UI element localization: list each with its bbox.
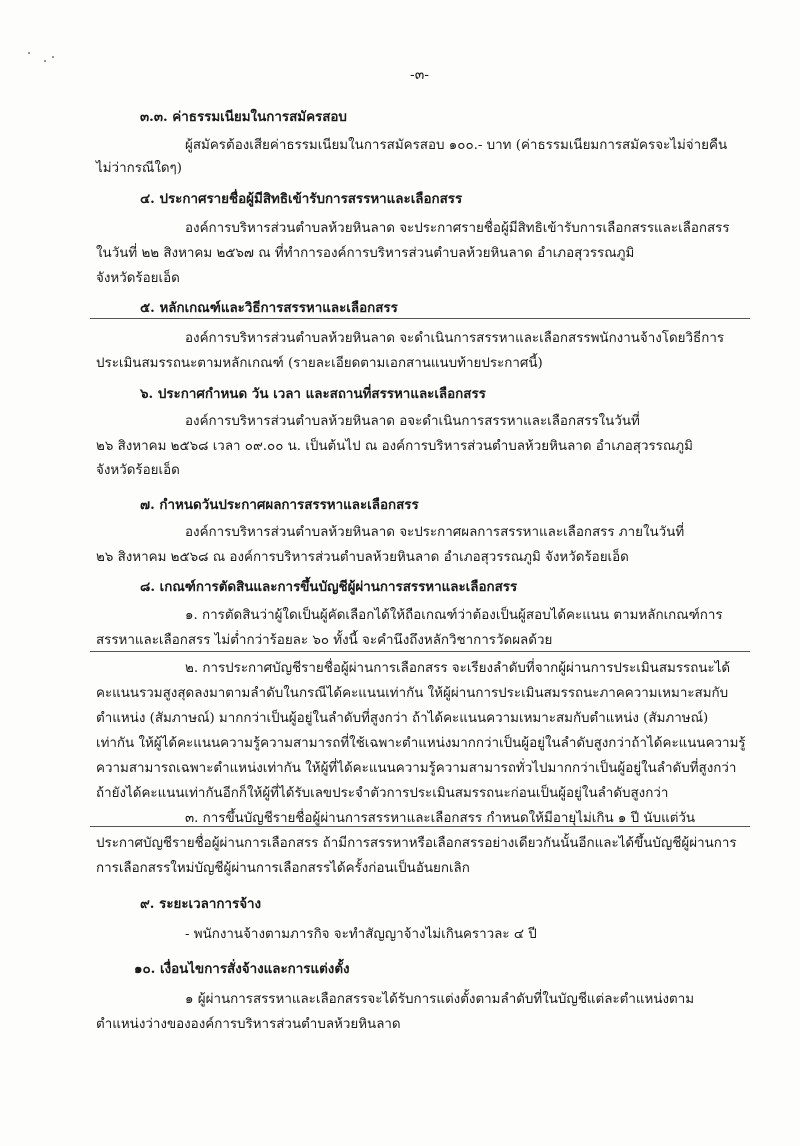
- paragraph-line: จังหวัดร้อยเอ็ด: [96, 463, 180, 478]
- paragraph-line: ไม่ว่ากรณีใดๆ): [96, 161, 182, 176]
- paragraph-line: ๑. การตัดสินว่าผู้ใดเป็นผู้คัดเลือกได้ให้ถือเกณฑ์ว่าต้องเป็นผู้สอบได้คะแนน ตามหลักเกณฑ์การ: [185, 608, 723, 623]
- paragraph-line: องค์การบริหารส่วนตำบลห้วยหินลาด จะประกาศผลการสรรหาและเลือกสรร ภายในวันที่: [185, 525, 685, 540]
- paragraph-line: ๒๖ สิงหาคม ๒๕๖๘ เวลา ๐๙.๐๐ น. เป็นต้นไป ณ องค์การบริหารส่วนตำบลห้วยหินลาด อำเภอสุวรรณภูมิ: [96, 439, 693, 454]
- section-heading: ๙. ระยะเวลาการจ้าง: [140, 896, 262, 912]
- paragraph-line: - พนักงานจ้างตามภารกิจ จะทำสัญญาจ้างไม่เกินคราวละ ๔ ปี: [185, 927, 537, 942]
- scan-speck: [52, 56, 54, 58]
- paragraph-line: ในวันที่ ๒๒ สิงหาคม ๒๕๖๗ ณ ที่ทำการองค์การบริหารส่วนตำบลห้วยหินลาด อำเภอสุวรรณภูมิ: [96, 246, 635, 261]
- paragraph-line: ผู้สมัครต้องเสียค่าธรรมเนียมในการสมัครสอบ ๑๐๐.- บาท (ค่าธรรมเนียมการสมัครจะไม่จ่ายคืน: [185, 138, 728, 153]
- paragraph-line: องค์การบริหารส่วนตำบลห้วยหินลาด จะดำเนินการสรรหาและเลือกสรรพนักงานจ้างโดยวิธีการ: [185, 331, 725, 346]
- paragraph-line: จังหวัดร้อยเอ็ด: [96, 271, 180, 286]
- section-heading: ๕. หลักเกณฑ์และวิธีการสรรหาและเลือกสรร: [140, 300, 398, 316]
- page-number: -๓-: [410, 67, 430, 83]
- paragraph-line: คะแนนรวมสูงสุดลงมาตามลำดับในกรณีได้คะแนนเท่ากัน ให้ผู้ผ่านการประเมินสมรรถนะภาคความเหมาะสมกับ: [96, 686, 729, 701]
- scan-speck: [28, 52, 30, 54]
- scan-rule: [90, 826, 750, 827]
- paragraph-line: การเลือกสรรใหม่บัญชีผู้ผ่านการเลือกสรรได้ครั้งก่อนเป็นอันยกเลิก: [96, 861, 470, 876]
- section-heading: ๔. ประกาศรายชื่อผู้มีสิทธิเข้ารับการสรรหาและเลือกสรร: [140, 191, 463, 207]
- section-heading: ๗. กำหนดวันประกาศผลการสรรหาและเลือกสรร: [140, 497, 419, 513]
- paragraph-line: ถ้ายังได้คะแนนเท่ากันอีกก็ให้ผู้ที่ได้รับเลขประจำตัวการประเมินสมรรถนะก่อนเป็นผู้อยู่ในลำดับสูงกว่า: [96, 786, 669, 801]
- section-heading: ๘. เกณฑ์การตัดสินและการขึ้นบัญชีผู้ผ่านการสรรหาและเลือกสรร: [140, 579, 518, 595]
- scan-rule: [90, 318, 750, 319]
- scan-speck: [44, 60, 46, 62]
- paragraph-line: ตำแหน่งว่างขององค์การบริหารส่วนตำบลห้วยหินลาด: [96, 1017, 401, 1032]
- section-heading: ๑๐. เงื่อนไขการสั่งจ้างและการแต่งตั้ง: [134, 961, 350, 977]
- paragraph-line: ความสามารถเฉพาะตำแหน่งเท่ากัน ให้ผู้ที่ได้คะแนนความรู้ความสามารถทั่วไปมากกว่าเป็นผู้อยู่ในลำดับที่สูงกว่า: [96, 761, 737, 776]
- scan-rule: [90, 651, 750, 652]
- paragraph-line: องค์การบริหารส่วนตำบลห้วยหินลาด อจะดำเนินการสรรหาและเลือกสรรในวันที่: [185, 414, 640, 429]
- paragraph-line: ๒. การประกาศบัญชีรายชื่อผู้ผ่านการเลือกสรร จะเรียงลำดับที่จากผู้ผ่านการประเมินสมรรถนะได้: [185, 661, 731, 676]
- paragraph-line: สรรหาและเลือกสรร ไม่ต่ำกว่าร้อยละ ๖๐ ทั้งนี้ จะคำนึงถึงหลักวิชาการวัดผลด้วย: [96, 633, 553, 648]
- paragraph-line: เท่ากัน ให้ผู้ได้คะแนนความรู้ความสามารถที่ใช้เฉพาะตำแหน่งมากกว่าเป็นผู้อยู่ในลำดับสูงกว่าถ้าได้คะแนนความรู้: [96, 736, 746, 751]
- paragraph-line: ๑ ผู้ผ่านการสรรหาและเลือกสรรจะได้รับการแต่งตั้งตามลำดับที่ในบัญชีแต่ละตำแหน่งตาม: [185, 992, 695, 1007]
- paragraph-line: ประเมินสมรรถนะตามหลักเกณฑ์ (รายละเอียดตามเอกสานแนบท้ายประกาศนี้): [96, 356, 543, 371]
- paragraph-line: ตำแหน่ง (สัมภาษณ์) มากกว่าเป็นผู้อยู่ในลำดับที่สูงกว่า ถ้าได้คะแนนความเหมาะสมกับตำแหน่ง (สัมภาษณ์): [96, 711, 709, 726]
- paragraph-line: ประกาศบัญชีรายชื่อผู้ผ่านการเลือกสรร ถ้ามีการสรรหาหรือเลือกสรรอย่างเดียวกันนั้นอีกและได้ขึ้นบัญชีผู้ผ่านการ: [96, 836, 737, 851]
- paragraph-line: ๓. การขึ้นบัญชีรายชื่อผู้ผ่านการสรรหาและเลือกสรร กำหนดให้มีอายุไม่เกิน ๑ ปี นับแต่วัน: [185, 811, 696, 826]
- section-heading: ๓.๓. ค่าธรรมเนียมในการสมัครสอบ: [140, 109, 347, 125]
- section-heading: ๖. ประกาศกำหนด วัน เวลา และสถานที่สรรหาและเลือกสรร: [140, 386, 486, 402]
- paragraph-line: ๒๖ สิงหาคม ๒๕๖๘ ณ องค์การบริหารส่วนตำบลห้วยหินลาด อำเภอสุวรรณภูมิ จังหวัดร้อยเอ็ด: [96, 550, 629, 565]
- paragraph-line: องค์การบริหารส่วนตำบลห้วยหินลาด จะประกาศรายชื่อผู้มีสิทธิเข้ารับการเลือกสรรและเลือกสรร: [185, 221, 730, 236]
